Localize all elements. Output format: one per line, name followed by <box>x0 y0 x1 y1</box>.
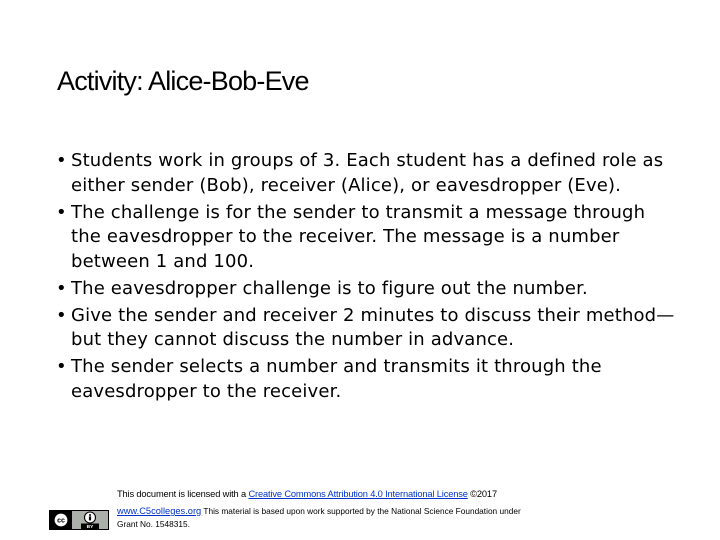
copyright-text: ©2017 <box>467 489 497 499</box>
bullet-text: The eavesdropper challenge is to figure out the number. <box>71 277 588 299</box>
bullet-text: Students work in groups of 3. Each student has a defined role as either sender (Bob), receiver (Alice), or eavesdropper (Eve). <box>71 150 664 196</box>
by-icon <box>85 512 96 523</box>
funding-text: This material is based upon work supported by the National Science Foundation under <box>201 506 521 516</box>
slide-title: Activity: Alice-Bob-Eve <box>57 66 309 96</box>
funding-line <box>117 506 521 516</box>
bullet-dot: • <box>56 356 67 377</box>
svg-text:cc: cc <box>57 517 65 525</box>
bullet-dot: • <box>56 277 67 299</box>
cc-by-license-badge[interactable] <box>49 510 109 530</box>
by-label: BY <box>86 525 94 529</box>
license-link[interactable]: Creative Commons Attribution 4.0 International License <box>248 489 468 499</box>
bullet-dot: • <box>56 150 67 171</box>
bullet-dot: • <box>56 201 67 223</box>
grant-text: Grant No. 1548315. <box>117 519 190 529</box>
license-line <box>117 489 497 499</box>
bullet-text: The challenge is for the sender to transmit a message through the eavesdropper to the receiver. The message is a number between 1 and 100. <box>71 201 646 272</box>
license-prefix: This document is licensed with a <box>117 489 249 499</box>
cc-icon <box>54 513 68 527</box>
bullet-dot: • <box>56 304 67 326</box>
bullet-text: Give the sender and receiver 2 minutes to discuss their method—but they cannot discuss the number in advance. <box>71 304 675 350</box>
bullet-text: The sender selects a number and transmits it through the eavesdropper to the receiver. <box>71 356 602 402</box>
site-link[interactable]: www.C5colleges.org <box>117 506 202 516</box>
